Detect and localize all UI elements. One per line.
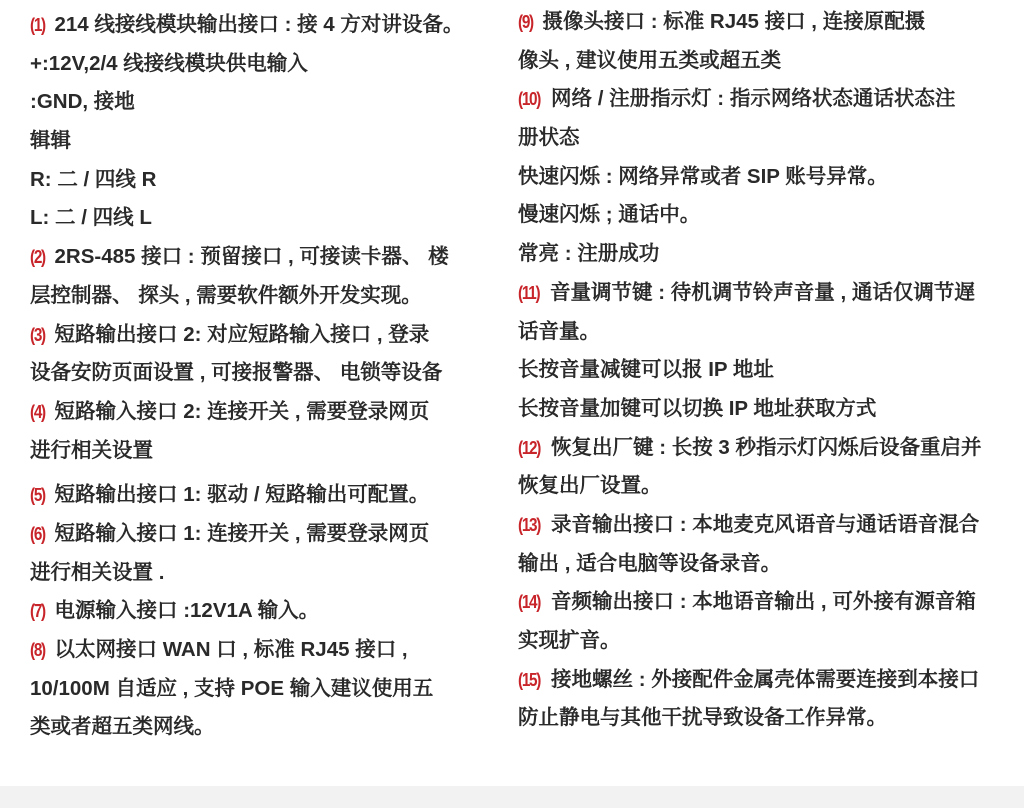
item-line (518, 119, 1018, 158)
item-text: 短路输入接口 1: 连接开关 , 需要登录网页 (54, 521, 430, 545)
item-text: 进行相关设置 (30, 438, 153, 462)
item-text: 输出 , 适合电脑等设备录音。 (518, 551, 782, 575)
item-number: (15) (518, 669, 541, 690)
item-text: 网络 / 注册指示灯 : 指示网络状态通话状态注 (551, 87, 956, 111)
item-line (518, 390, 1018, 429)
item-line (30, 238, 510, 277)
item-line (518, 467, 1018, 506)
list-item (30, 6, 510, 238)
item-text: 短路输出接口 2: 对应短路输入接口 , 登录 (54, 322, 430, 346)
item-line (30, 393, 510, 432)
item-text: 长按音量减键可以报 IP 地址 (518, 358, 774, 382)
list-item (30, 515, 510, 592)
item-line (518, 583, 1018, 622)
item-line (30, 631, 510, 670)
item-line (518, 274, 1018, 313)
item-text: 短路输出接口 1: 驱动 / 短路输出可配置。 (54, 483, 430, 507)
item-line (518, 506, 1018, 545)
item-line (518, 158, 1018, 197)
item-line (30, 6, 510, 45)
list-item (518, 3, 1018, 80)
item-text: L: 二 / 四线 L (30, 206, 152, 230)
item-text: 进行相关设置 . (30, 560, 165, 584)
item-line (518, 235, 1018, 274)
item-line (30, 161, 510, 200)
item-line (30, 316, 510, 355)
item-line (518, 313, 1018, 352)
item-text: 辑辑 (30, 129, 71, 153)
list-item (518, 274, 1018, 429)
item-text: 快速闪烁 : 网络异常或者 SIP 账号异常。 (518, 164, 888, 188)
item-line (30, 83, 510, 122)
item-text: 音频输出接口 : 本地语音输出 , 可外接有源音箱 (551, 590, 976, 614)
item-line (518, 545, 1018, 584)
item-line (30, 670, 510, 709)
item-line (518, 661, 1018, 700)
item-text: 以太网接口 WAN 口 , 标准 RJ45 接口 , (54, 638, 408, 661)
list-item (30, 631, 510, 747)
item-text: :GND, 接地 (30, 90, 135, 114)
item-number: (7) (30, 601, 45, 622)
list-item (30, 316, 510, 393)
item-number: (4) (30, 401, 45, 422)
list-item (30, 592, 510, 631)
item-text: R: 二 / 四线 R (30, 167, 157, 191)
item-line (30, 122, 510, 161)
item-line (30, 708, 510, 747)
item-text: 防止静电与其他干扰导致设备工作异常。 (518, 706, 887, 730)
item-text: 恢复出厂设置。 (518, 474, 662, 498)
item-number: (13) (518, 514, 541, 535)
item-text: 长按音量加键可以切换 IP 地址获取方式 (518, 396, 877, 420)
right-column (518, 3, 1018, 738)
item-text: 册状态 (518, 126, 580, 150)
item-text: 10/100M 自适应 , 支持 POE 输入建议使用五 (30, 676, 434, 700)
item-text: 摄像头接口 : 标准 RJ45 接口 , 连接原配摄 (542, 10, 926, 33)
item-line (30, 45, 510, 84)
list-item (518, 506, 1018, 583)
item-line (30, 277, 510, 316)
item-line (518, 196, 1018, 235)
item-line (30, 476, 510, 515)
item-text: 电源输入接口 :12V1A 输入。 (54, 599, 320, 623)
item-text: 214 线接线模块输出接口 : 接 4 方对讲设备。 (54, 13, 464, 36)
item-text: 实现扩音。 (518, 629, 621, 652)
item-line (30, 432, 510, 471)
list-item (30, 238, 510, 315)
item-text: 恢复出厂键 : 长按 3 秒指示灯闪烁后设备重启并 (551, 435, 982, 459)
left-column (30, 6, 510, 747)
item-text: 短路输入接口 2: 连接开关 , 需要登录网页 (54, 399, 430, 423)
item-line (30, 354, 510, 393)
item-text: 设备安防页面设置 , 可接报警器、 电锁等设备 (30, 361, 443, 385)
item-text: 像头 , 建议使用五类或超五类 (518, 48, 782, 72)
list-item (518, 583, 1018, 660)
item-text: 类或者超五类网线。 (30, 715, 215, 739)
item-text: 慢速闪烁 ; 通话中。 (518, 203, 701, 227)
item-number: (3) (30, 324, 45, 345)
item-text: 话音量。 (518, 319, 600, 343)
item-line (518, 699, 1018, 738)
item-number: (9) (518, 12, 533, 32)
list-item (518, 429, 1018, 506)
item-line (30, 199, 510, 238)
item-text: +:12V,2/4 线接线模块供电输入 (30, 51, 308, 75)
item-text: 接地螺丝 : 外接配件金属壳体需要连接到本接口 (551, 667, 980, 691)
list-item (30, 476, 510, 515)
item-number: (5) (30, 485, 45, 506)
item-number: (6) (30, 523, 45, 544)
item-line (30, 592, 510, 631)
item-line (518, 42, 1018, 81)
item-number: (8) (30, 640, 45, 660)
item-text: 常亮 : 注册成功 (518, 242, 660, 266)
item-number: (11) (518, 282, 540, 303)
list-item (518, 80, 1018, 273)
item-line (518, 80, 1018, 119)
item-text: 层控制器、 探头 , 需要软件额外开发实现。 (30, 283, 422, 307)
item-line (30, 515, 510, 554)
item-line (518, 429, 1018, 468)
item-number: (12) (518, 437, 541, 458)
list-item (30, 393, 510, 470)
item-number: (1) (30, 15, 45, 35)
footer-band (0, 786, 1024, 808)
item-line (518, 3, 1018, 42)
item-text: 音量调节键 : 待机调节铃声音量 , 通话仅调节遅 (550, 280, 975, 304)
item-line (30, 554, 510, 593)
item-text: 录音输出接口 : 本地麦克风语音与通话语音混合 (551, 512, 980, 536)
item-number: (10) (518, 89, 541, 110)
item-line (518, 351, 1018, 390)
item-text: 2RS-485 接口 : 预留接口 , 可接读卡器、 楼 (54, 245, 449, 269)
list-item (518, 661, 1018, 738)
item-number: (14) (518, 592, 541, 613)
item-number: (2) (30, 247, 45, 268)
item-line (518, 622, 1018, 661)
